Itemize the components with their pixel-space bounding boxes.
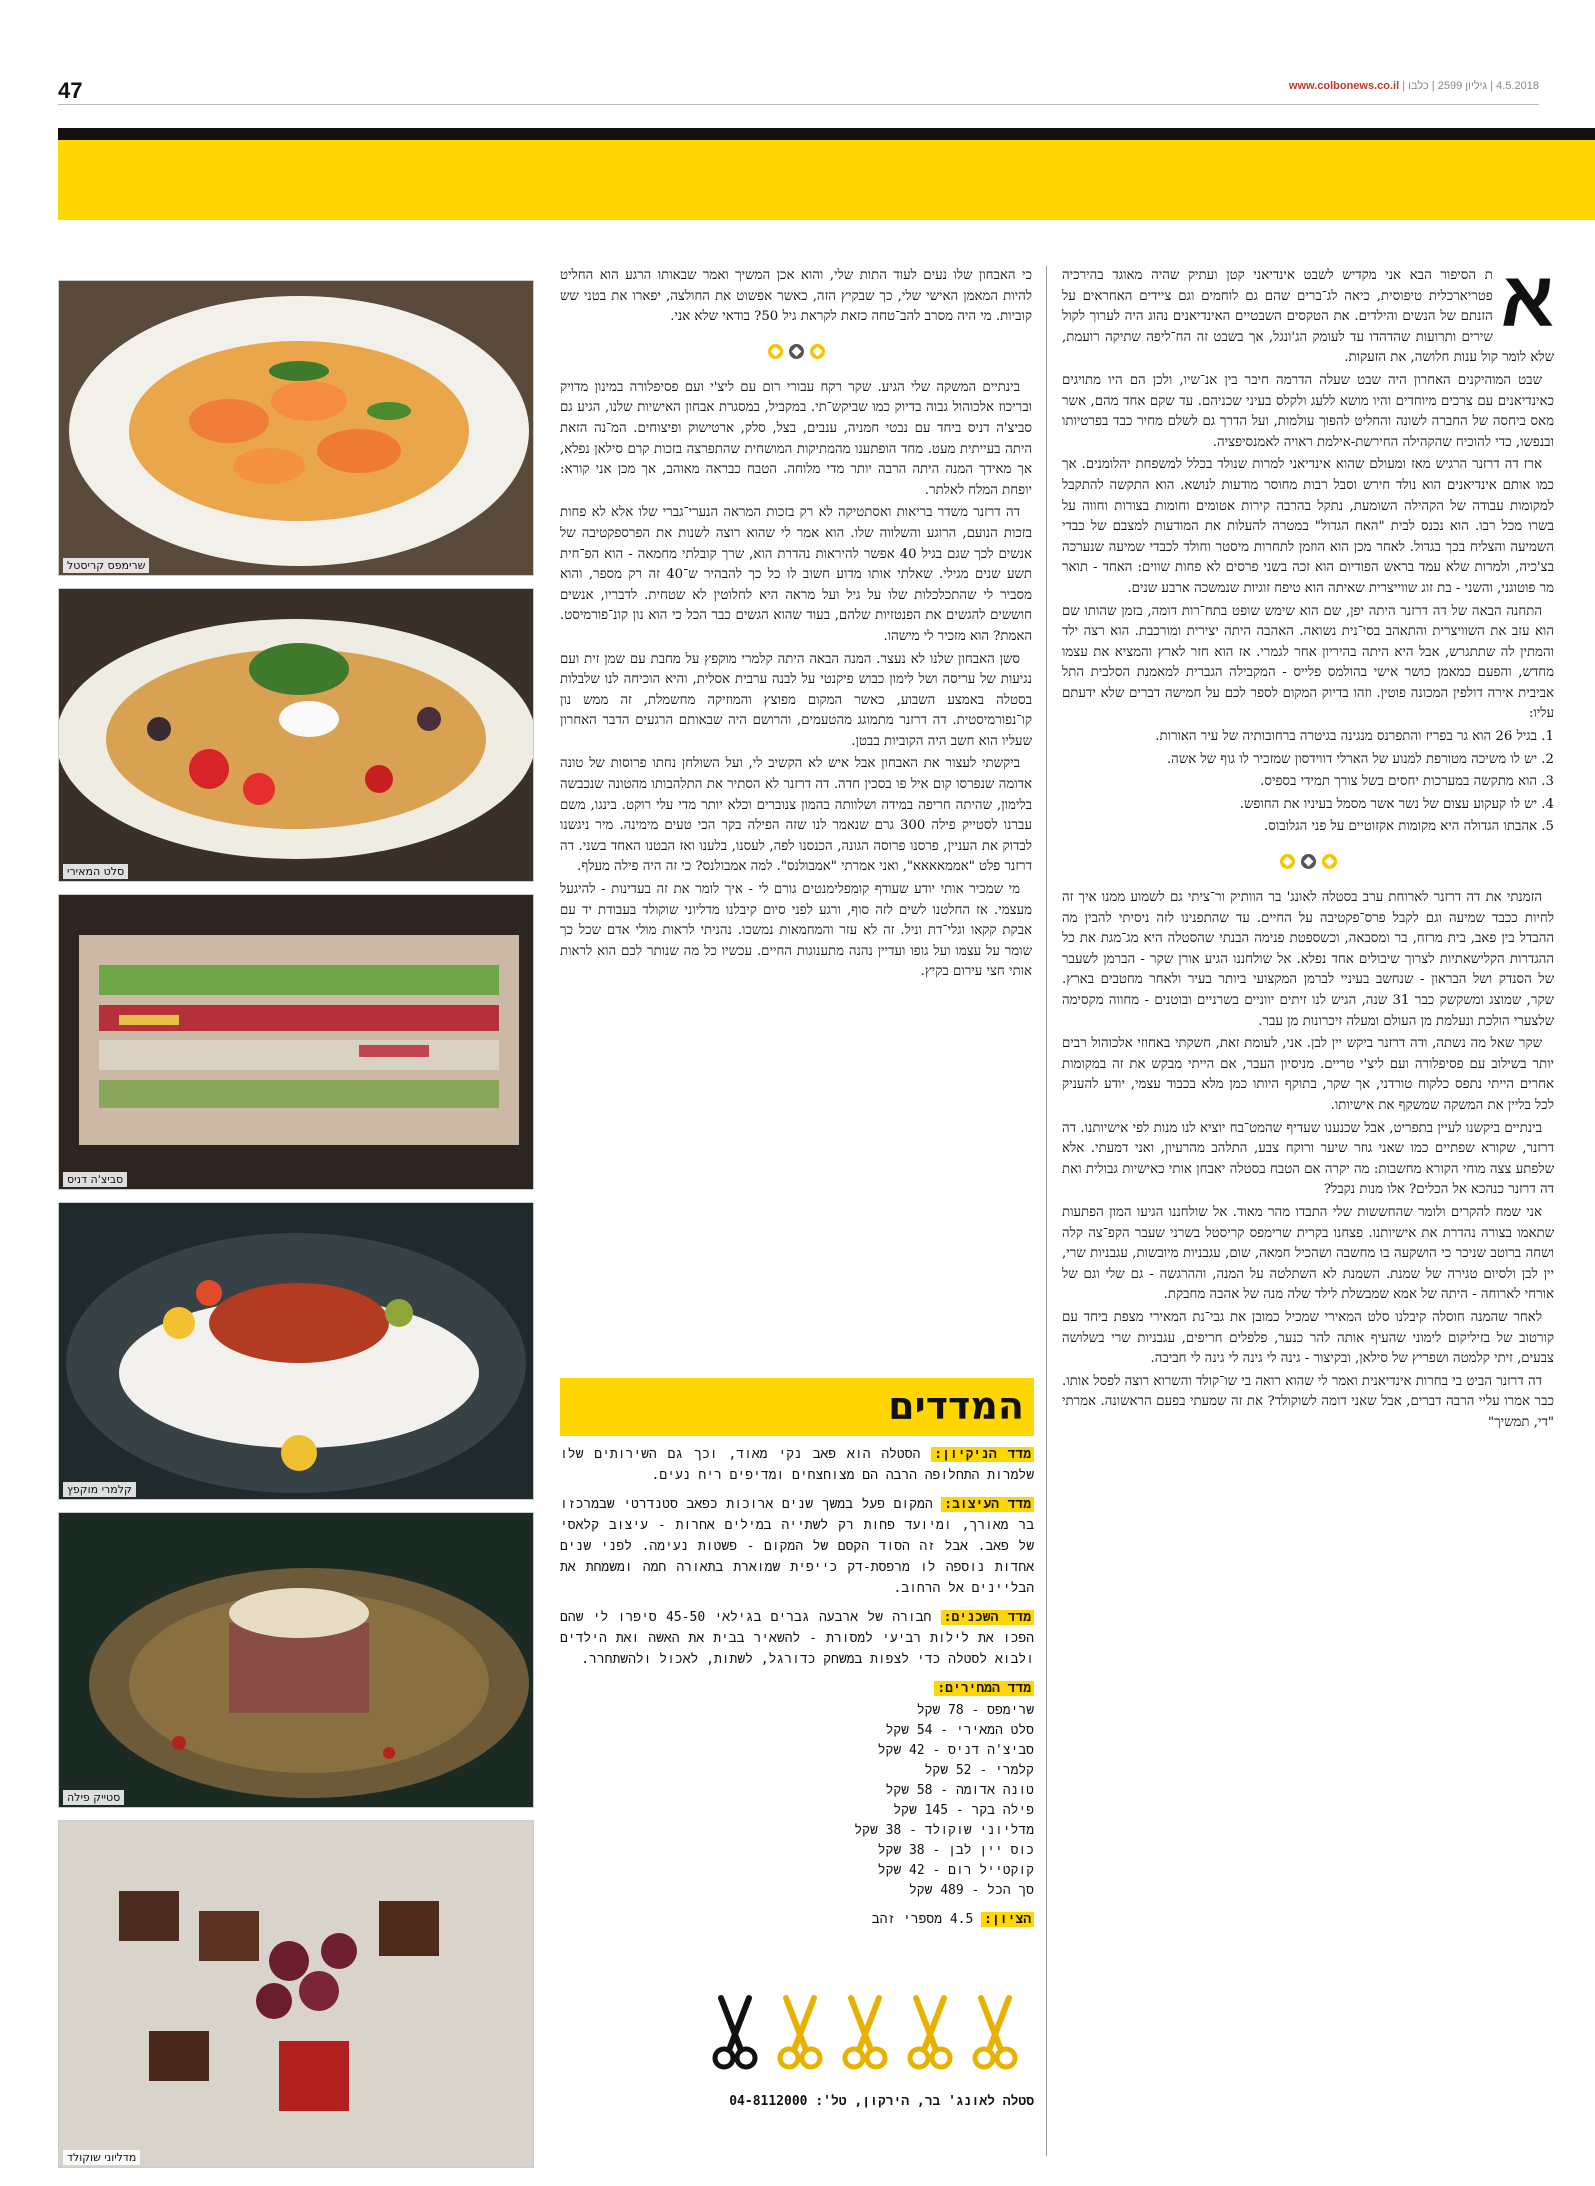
paragraph: לאחר שהמנה חוסלה קיבלנו סלט המאירי שמכיל כמובן את גבי־נת המאירי מצפת ביחד עם קורטוב של בזיליקום לימוני שהעיף אותה להר כנער, פלפלים חריפים, עגבניות שרי בשלושה צבעים, זיתי קלמטה ושפריץ של סילאן, ובקיצור - גינה לי גינה לי גינה לי חביבה.: [1062, 1309, 1554, 1367]
photo-steak: [58, 1512, 534, 1808]
photo-caption: סלט המאירי: [63, 864, 128, 879]
paragraph: מי שמכיר אותי יודע שעודף קומפלימנטים גורם לי - איך לומר את זה בעדינות - להיגעל מעצמי. אז החלטנו לשים לזה סוף, ורגע לפני סיום קיבלנו מדליוני שוקולד בעבודת יד עם אבקת קקאו וגלי־דת וניל. זה לא עזר והמחמאות נמשכו. נהניתי לראות מולי אדם שכל כך שומר על עצמו ועל גופו ועדיין נהנה מתענוגות החיים. עכשיו כל מה שנותר לכם הוא לראות אותי חצי עירום בקיץ.: [560, 882, 1032, 980]
section-divider-stars: [1062, 852, 1554, 874]
paragraph: סשן האבחון שלנו לא נעצר. המנה הבאה היתה קלמרי מוקפץ על מחבת עם שמן זית ועם נגיעות של עריסה ושל לימון כבוש פיקנטי על לבנה ערבית אסלית, והיא הוכיחה לנו שלבלות בסטלה באמצע השבוע, כאשר המקום מפוצץ והמוזיקה מחשמלת, זה ממש נון קו־נפורמיסטית. דה דרזנר מתמוגג מהטעמים, והרושם היה שבאותם הרגעים הדבר האחרון שעליו הוא חשב היה הקוביות בבטן.: [560, 651, 1032, 749]
shrimp-dish-image: [59, 281, 533, 575]
star-icon: [1301, 854, 1316, 869]
scissors-icon: [780, 1998, 820, 2067]
paragraph: דה דרזנר משדר בריאות ואסתטיקה לא רק בזכות המראה הנערי־גברי שלו אלא לא פחות בזכות הנועם, הרוגע והשלווה שלו. הוא אמר לי שהוא רוצה לשנות את הפרספקטיבה של אנשים לכך שגם בגיל 40 אפשר להיראות נהדרת הוא, שרך קובלתי מחמאה - הוא הפ־חית תשע שנים מגילי. שאלתי אותו מדוע חשוב לו כל כך להבהיר ש־40 זה רק מספר, והוא מסביר לי שהתכלכלות שלו על גיל ועל מראה היא לחלוטין לא שטחית. לדבריו, אנשים חוששים להגשים את הפנטזיות שלהם, בעוד שהוא הגשים כבר הכל כי הוא נון קונ־פורמיסט. האמת? הוא מזכיר לי מישהו.: [560, 505, 1032, 644]
price-item: טונה אדומה - 58 שקל: [885, 1783, 1034, 1798]
header-divider: [58, 104, 1539, 105]
prices-label: מדד המחירים:: [934, 1681, 1034, 1696]
column-divider: [1046, 266, 1047, 2156]
paragraph: בינתיים ביקשנו לעיין בתפריט, אבל שכנענו שעדיף שהמט־בח יוציא לנו מנות לפי אישיותנו. דה דרזנר, שקורא שפתיים כמו שאני גוזר שיער ורוקח צבע, התלהב מהרעיון, ואני דמעתי. אלא שלפתע צצה מוחי הקורא מחשבות: מה יקרה אם הטבח בסטלה יאבחן אותי כאישיות גבולית ואת דה דרזנר כנהכא אל הכלים? אלו מנות נקבל?: [1062, 1120, 1554, 1198]
neighbors-text: חבורה של ארבעה גברים בגילאי 45-50 סיפרו לי שהם הפכו את לילות רביעי למסורת - להשאיר בבית את האשה ואת הילדים ולבוא לסטלה כדי לצפות במשחק כדורגל, לשתות, לאכול ולהשתחרר.: [560, 1610, 1034, 1667]
price-item: פילה בקר - 145 שקל: [893, 1803, 1034, 1818]
score-section: [560, 1909, 1034, 1930]
paragraph: ארז דה דרזנר הרגיש מאז ומעולם שהוא אינדיאני למרות שנולד בכלל למשפחת יהלומנים. אך כמו אותם אינדיאנים הוא נולד חירש וסבל רבות מחוסר מודעות לנושא. הוא התקשה להתקבל למקומות עבודה של הקהילה השומעת, נתקל בהרבה קירות אטומים וחומות בצורות וחווה על בשרו מכל רבו. הוא נכנס לבית "האח הגדול" במטרה להעלות את המודעות למצבם של כבדי השמיעה והצליח בכך בגדול. לאחר מכן הוא הוזמן לתחרות מיסטר וחולד לכבדי שמיעה שנערכה בצ'כיה, ולמרות שלא עמד בראש הפודיום הוא זכה בשני פרסים לא פחות שווים: האחד - תואר מר פוטוגני, והשני - בת זוג שווייצרית שאיתה הוא טיפח זוגיות שנמשכה ארבע שנים.: [1062, 457, 1554, 596]
price-item: כוס יין לבן - 38 שקל: [877, 1843, 1034, 1858]
photo-ceviche: [58, 894, 534, 1190]
scissors-icon: [910, 1998, 950, 2067]
prices-list: [560, 1701, 1034, 1901]
price-item: סלט המאירי - 54 שקל: [885, 1723, 1034, 1738]
star-icon: [1280, 854, 1295, 869]
paragraph: הזמנתי את דה דרזנר לארוחת ערב בסטלה לאונג' בר הוותיק ור־ציתי גם לשמוע ממנו איך זה לחיות ככבד שמיעה וגם לקבל פרס־פקטיבה על החיים. עד שהתפנינו לזה ניסיתי להבין מה ההבדל בין פאב, בית מרזח, בר ומסבאה, וכשספטת פנימה הבנתי שהסטלה היא מג־מגת את כל ההגדרות הקלישאתיות לצרוך שיבולים אחד נפלא. אל שולחננו הגיע אורן שקר - הברמן לשעבר של הסנדק ושל הבראון - שנחשב בעיניי לברמן המקצועי ביותר בעיר ולאחר מחטבים בארץ. שקר, שמוצג ומשקשק כבר 31 שנה, הגיש לנו זיתים יווניים בשרניים ובוטנים - מחווה מקסימה שלצערי הולכת ונעלמת מן העולם ומעלה זיכרונות מן עבר.: [1062, 890, 1554, 1029]
photo-caption: מדליוני שוקולד: [63, 2150, 140, 2165]
price-item: קוקטייל רום - 42 שקל: [877, 1863, 1034, 1878]
header-date: 4.5.2018: [1496, 80, 1539, 92]
photo-caption: שרימפס קריסטל: [63, 558, 149, 573]
star-icon: [1322, 854, 1337, 869]
list-item: 4. יש לו קעקוע עצום של נשר אשר מסמל בעיניו את החופש.: [1239, 796, 1554, 812]
paragraph: שקר שאל מה נשתה, ודה דרזנר ביקש יין לבן. אני, לעומת זאת, חשקתי באחוזי אלכוהול רבים יותר בשילוב עם פסיפלורה ועם ליצ'י טריים. מניסיון העבר, אם הייתי מבקש את זה במקומות אחרים הייתי נתפס כלקוח טורדני, אך שקר, בתוקף היותו כמן מלא בכבוד עצמי, יודע להעניק לכל בליין את המשקה שמשקף את אישיותו.: [1062, 1036, 1554, 1113]
header-site: www.colbonews.co.il: [1288, 80, 1400, 92]
price-item: מדליוני שוקולד - 38 שקל: [854, 1823, 1034, 1838]
price-item: שרימפס - 78 שקל: [916, 1703, 1034, 1718]
design-section: [560, 1494, 1034, 1599]
cleanliness-text: הסטלה הוא פאב נקי מאוד, וכך גם השירותים שלו שלמרות התחלופה הרבה הם מצוחצחים ומדיפים ריח נעים.: [560, 1447, 1034, 1483]
paragraph: ביקשתי לעצור את האבחון אבל איש לא הקשיב לי, ועל השולחן נחתו פרוסות של טונה אדומה שנפרסו קום איל פו בסכין חדה. דה דרזנר לא הסתיר את התלהבותו מהטונה שנכבשה בלימון, שהיתה חריפה במידה ושלוותה בהמון צנוברים וכלא יותר מדי עלי רוקט. בינגו, משם עברנו לסטייק פילה 300 גרם שנאמר לנו שזה הפילה בקר הכי טעים מימינה. מיר ניגשנו לבדוק את העניין, פרסנו פרוסה הגונה, הכנסנו לפה, לעסנו, בלענו ואז הבטנו האחד בשני. דה דרזנר פלט "אממאאאא", ואני אמרתי "אמבולנס". למה אמבולנס? כי זה היה פילה מעלף.: [560, 756, 1032, 875]
score-text: 4.5 מספרי זהב: [871, 1912, 974, 1927]
star-icon: [768, 344, 783, 359]
article-column-2: [560, 266, 1032, 1326]
photo-salad: [58, 588, 534, 882]
header-issue: גיליון 2599: [1437, 80, 1488, 92]
paragraph: התחנה הבאה של דה דרזנר היתה יפן, שם הוא שימש שופט בתח־רות דומה, בזמן שהותו שם הוא עזב את השוויצרית והתאהב בסי־נית נשואה. האהבה היתה יצירית ומורכבת. הוא רצה ילד והמתין לה שתתגרש, אבל היא היתה בהיריון אחר לגמרי. אז הוא חזר לארץ והמציא את עצמו מחדש, והפעם כמאמן כושר אישי בהולמס פלייס - המקבילה הגברית למאמנת הסלבית התל אביבית אירה דולפין המכונה פוטין. וזהו בדיוק המקום לספר לכם על חמישה דברים שלא ידעתם עליו:: [1062, 603, 1554, 722]
yellow-banner: [58, 128, 1595, 220]
design-text: המקום פעל במשך שנים ארוכות כפאב סטנדרטי שבמרכזו בר מאורך, ומיועד פחות רק לשתייה במילים אחרות - עיצוב קלאסי של פאב. אבל זה הסוד הקסם של המקום - פשטות נעימה. לפני שנים אחדות נוספה לו מרפסת-דק כייפית שמוארת בתאורה חמה ומשמחת את הבליינים אל הרחוב.: [560, 1497, 1034, 1596]
price-item: סביצ'ה דניס - 42 שקל: [877, 1743, 1034, 1758]
star-icon: [789, 344, 804, 359]
scissors-icon-half: [715, 1998, 755, 2067]
price-item: סך הכל - 489 שקל: [908, 1883, 1034, 1898]
neighbors-section: [560, 1607, 1034, 1670]
ratings-box-header: [560, 1378, 1034, 1436]
photo-caption: סטייק פילה: [63, 1790, 124, 1805]
star-icon: [810, 344, 825, 359]
cleanliness-label: מדד הניקיון:: [931, 1447, 1034, 1462]
chocolate-dish-image: [59, 1821, 533, 2167]
scissors-icon: [845, 1998, 885, 2067]
photo-chocolate: [58, 1820, 534, 2168]
header-brand: כלבו: [1408, 80, 1429, 92]
article-column-1: [1062, 266, 1554, 2162]
neighbors-label: מדד השכנים:: [941, 1610, 1034, 1625]
paragraph: אני שמח להקרים ולומר שהחששות שלי התבדו מהר מאוד. אל שולחננו הגיעו המון הפתעות שתאמו בצורה נהדרת את אישיותנו. פצחנו בקרית שרימפס קריסטל בשרני שעבר הקפ־צה קלה ושחה ברוטב שניכר כי הושקעה בו מחשבה ושהכיל חמאה, שום, עגבניות מיובשות, עגבניות שרי, יין לבן ולסיום טגירה של שמנת. השמנת לא השתלטה על המנה, וההרגשה - גם שלי וגם של אורחי לארוחה - היתה של אמא שמבשלת לילד שלה מנה של אהבה מחבקת.: [1062, 1204, 1554, 1303]
salad-dish-image: [59, 589, 533, 881]
venue-footer: סטלה לאונג' בר, הירקון, טל': 04-8112000: [729, 2094, 1034, 2109]
list-item: 5. אהבתו הגדולה היא מקומות אקזוטיים על פני הגלובוס.: [1264, 819, 1554, 835]
scissors-rating: [700, 1990, 1030, 2070]
section-divider-stars: [560, 342, 1032, 364]
scissors-icon: [975, 1998, 1015, 2067]
list-item: 1. בגיל 26 הוא גר בפריז והתפרנס מנגינה בגיטרה ברחובותיה של עיר האורות.: [1155, 729, 1554, 745]
photo-caption: סביצ'ה דניס: [63, 1172, 127, 1187]
photo-caption: קלמרי מוקפץ: [63, 1482, 136, 1497]
ratings-box-title: המדדים: [888, 1384, 1024, 1428]
paragraph: שבט המוהיקנים האחרון היה שבט שעלה הדרמה חיבר בין אנ־שיו, ולכן הם היו מתויגים כאינדיאנים עם צרכים מיוחדים והיו מושא ללעג ולקלס בעיני שכניהם. עד שקם אחד מהם, אשר מאס ביחסה של החברה לשונה והחליט להפוך עולמות, ועל הדרך גם לשלם מחיר כבד בפרטיותו ובנפשו, כדי להוכיח שהקהילה החירשת-אילמת ראויה לאמנסיפציה.: [1062, 372, 1554, 450]
cleanliness-section: [560, 1444, 1034, 1486]
ceviche-dish-image: [59, 895, 533, 1189]
score-label: הציון:: [981, 1912, 1034, 1927]
prices-section: [560, 1678, 1034, 1699]
list-item: 3. הוא מתקשה במערכות יחסים בשל צורך תמידי בספיס.: [1260, 774, 1554, 790]
photo-shrimp: [58, 280, 534, 576]
paragraph: ת הסיפור הבא אני מקדיש לשבט אינדיאני קטן ועתיק שהיה מאוגד בהירכיה פטריארכלית טיפוסית, כיאה לג־ברים שהם גם לוחמים וגם ציידים האחראים על הזנתם של הנשים והילדים. את הטקסים השבטיים האינדיאנים נהוג היה לערוך לקול שירים ותרועות שהדהדו עד לעומק הג'ונגל, אך בשבט זה הח־ליפה שתיקה רועמת, שלא לומר קול ענות חלושה, את הזעקות.: [1062, 268, 1554, 366]
design-label: מדד העיצוב:: [941, 1497, 1034, 1512]
page-header: 4.5.2018 | גיליון 2599 | כלבו | www.colbonews.co.il: [1288, 80, 1539, 92]
paragraph: דה דרזנר הביט בי בחרות אינדיאנית ואמר לי שהוא רואה בי שו־קולד והשרוא רוצה לפסל אותו. כבר אמרו עליי הרבה דברים, אבל שאני דומה לשוקולד? את זה שמעתי בפעם הראשונה. אמרתי "די, תמשיך": [1062, 1373, 1554, 1430]
paragraph: כי האבחון שלו נעים לעוד התות שלי, והוא אכן המשיך ואמר שבאותו הרגע הוא החליט להיות המאמן האישי שלי, כך שבקיץ הזה, כאשר אפשוט את החולצה, יפארו את בטני שש קוביות. מי היה מסרב להב־טחה כזאת לקראת גיל 50? בודאי שלא אני.: [560, 268, 1032, 325]
steak-dish-image: [59, 1513, 533, 1807]
facts-list: [1062, 727, 1554, 838]
page-number: 47: [58, 78, 83, 103]
list-item: 2. יש לו משיכה מטורפת למנוע של הארלי דווידסון שמזכיר לו גוף של אשה.: [1166, 751, 1554, 767]
price-item: קלמרי - 52 שקל: [924, 1763, 1034, 1778]
calamari-dish-image: [59, 1203, 533, 1499]
photo-calamari: [58, 1202, 534, 1500]
paragraph: בינתיים המשקה שלי הגיע. שקר רקח עבורי רום עם ליצ'י ועם פסיפלורה במינון מדויק ובריכוז אלכוהול גבוה בדיוק כמו שביקש־תי. במקביל, במסגרת אבחון האישיות שלנו, הגיע גם סביצ'ה דניס ביחד עם נבטי חמניה, ענבים, בצל, סלק, ארטישוק ופיצוחים. המ־נה הזאת היתה בעייתית מעט. מחד הופתענו מהמתיקות המושחית שהתפרצה בזכות קרם סילאן נפלא, אך מאידך המנה היתה הרבה יותר מדי מלוחה. הטבח כבראה מאוהב, אך מכן אני קורא: יופחת המלח לאלתר.: [560, 379, 1032, 498]
drop-cap: א: [1500, 266, 1554, 343]
